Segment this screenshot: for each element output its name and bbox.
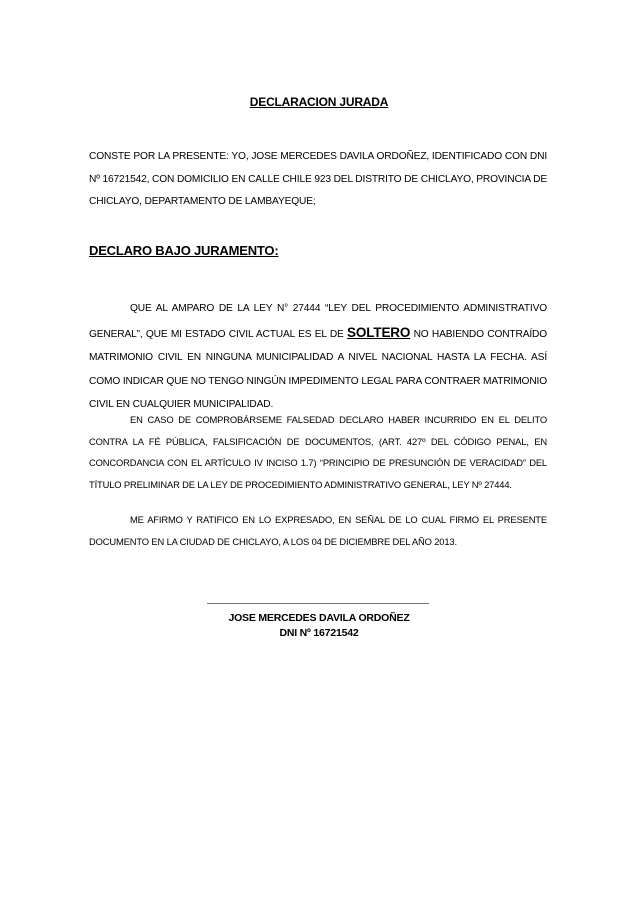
signature-name: JOSE MERCEDES DAVILA ORDOÑEZ <box>228 612 410 624</box>
declarant-paragraph: CONSTE POR LA PRESENTE: YO, JOSE MERCEDES DAVILA ORDOÑEZ, IDENTIFICADO CON DNI Nº 16721542, CON DOMICILIO EN CALLE CHILE 923 DEL DISTRITO DE CHICLAYO, PROVINCIA DE CHICLAYO, DEPARTAMENTO DE LAMBAYEQUE; <box>89 151 547 207</box>
ratification-paragraph <box>89 509 547 552</box>
marital-status-emphasis: SOLTERO <box>347 324 411 340</box>
marital-status-text-after: NO HABIENDO CONTRAÍDO MATRIMONIO CIVIL EN NINGUNA MUNICIPALIDAD A NIVEL NACIONAL HASTA LA FECHA. ASÍ COMO INDICAR QUE NO TENGO NINGÚN IMPEDIMENTO LEGAL PARA CONTRAER MATRIMONIO CIVIL EN CUALQUIER MUNICIPALIDAD. <box>89 328 548 410</box>
ratification-text: ME AFIRMO Y RATIFICO EN LO EXPRESADO, EN SEÑAL DE LO CUAL FIRMO EL PRESENTE DOCUMENTO EN LA CIUDAD DE CHICLAYO, A LOS 04 DE DICIEMBRE DEL AÑO 2013. <box>89 514 547 547</box>
marital-status-text-before: QUE AL AMPARO DE LA LEY N° 27444 “LEY DEL PROCEDIMIENTO ADMINISTRATIVO GENERAL”, QUE MI ESTADO CIVIL ACTUAL ES EL DE <box>89 303 547 340</box>
signature-dni: DNI Nº 16721542 <box>279 627 359 639</box>
document-title: DECLARACION JURADA <box>249 95 389 109</box>
marital-status-paragraph <box>89 297 547 417</box>
oath-heading: DECLARO BAJO JURAMENTO: <box>89 243 279 258</box>
falsehood-text: EN CASO DE COMPROBÁRSEME FALSEDAD DECLARO HABER INCURRIDO EN EL DELITO CONTRA LA FÉ PÚBLICA, FALSIFICACIÓN DE DOCUMENTOS, (ART. 427º DEL CÓDIGO PENAL, EN CONCORDANCIA CON EL ARTÍCULO IV INCISO 1.7) “PRINCIPIO DE PRESUNCIÓN DE VERACIDAD” DEL TÍTULO PRELIMINAR DE LA LEY DE PROCEDIMIENTO ADMINISTRATIVO GENERAL, LEY Nº 27444. <box>89 414 547 490</box>
falsehood-paragraph <box>89 409 547 495</box>
signature-line <box>207 603 429 604</box>
